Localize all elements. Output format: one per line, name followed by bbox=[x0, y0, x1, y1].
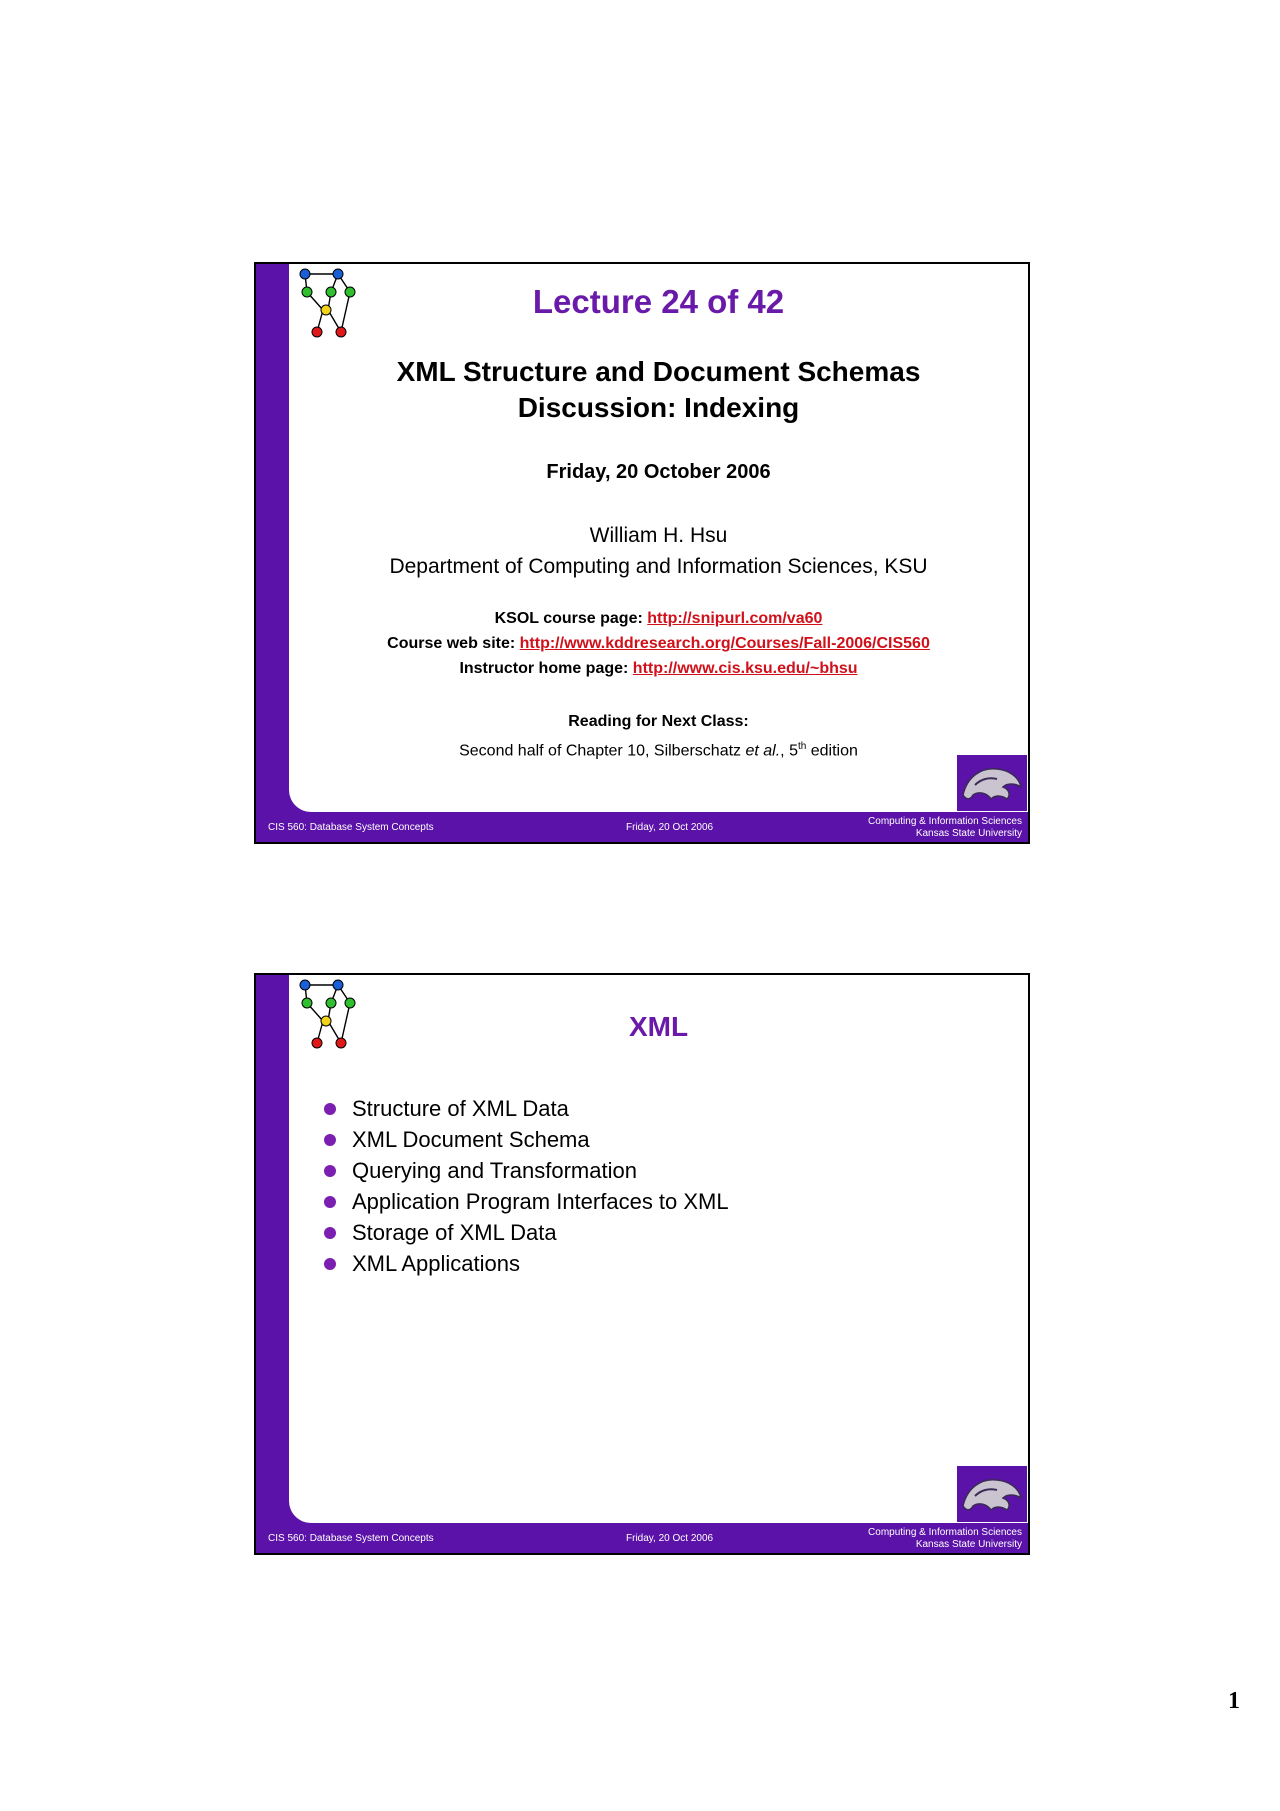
slide-lecture-title bbox=[254, 262, 1030, 844]
link-label: Instructor home page: bbox=[459, 660, 629, 677]
ksol-link[interactable]: http://snipurl.com/va60 bbox=[647, 610, 823, 627]
footer-institution-line: Computing & Information Sciences bbox=[868, 1527, 1022, 1538]
link-row bbox=[289, 656, 1028, 681]
lecture-subtitle bbox=[289, 354, 1028, 426]
footer-date: Friday, 20 Oct 2006 bbox=[626, 1533, 714, 1544]
link-label: KSOL course page: bbox=[494, 610, 643, 627]
list-item: Structure of XML Data bbox=[324, 1093, 729, 1124]
course-links bbox=[289, 606, 1028, 681]
reading-block bbox=[289, 709, 1028, 763]
subtitle-line: XML Structure and Document Schemas bbox=[396, 356, 921, 387]
list-item: Storage of XML Data bbox=[324, 1217, 729, 1248]
footer-institution bbox=[868, 816, 1022, 840]
footer-institution-line: Computing & Information Sciences bbox=[868, 816, 1022, 827]
footer-course: CIS 560: Database System Concepts bbox=[268, 1533, 434, 1544]
footer-institution bbox=[868, 1527, 1022, 1551]
reading-text-part: Second half of Chapter 10, Silberschatz bbox=[459, 742, 746, 760]
reading-superscript: th bbox=[797, 741, 807, 752]
slide-xml-overview bbox=[254, 973, 1030, 1555]
list-item: XML Document Schema bbox=[324, 1124, 729, 1155]
footer-date: Friday, 20 Oct 2006 bbox=[626, 822, 714, 833]
wildcat-crest-icon bbox=[957, 1466, 1027, 1522]
list-item: Querying and Transformation bbox=[324, 1155, 729, 1186]
reading-heading: Reading for Next Class: bbox=[568, 713, 749, 730]
link-row bbox=[289, 631, 1028, 656]
footer-institution-line: Kansas State University bbox=[915, 828, 1022, 839]
footer-institution-line: Kansas State University bbox=[915, 1539, 1022, 1550]
reading-italic: et al. bbox=[745, 742, 781, 760]
lecture-date: Friday, 20 October 2006 bbox=[546, 461, 771, 483]
page-number: 1 bbox=[1228, 1688, 1240, 1714]
slide-title: XML bbox=[628, 1011, 689, 1042]
list-item: Application Program Interfaces to XML bbox=[324, 1186, 729, 1217]
reading-text bbox=[289, 734, 1028, 763]
link-label: Course web site: bbox=[387, 635, 516, 652]
slide-title: Lecture 24 of 42 bbox=[532, 283, 785, 320]
reading-text-part: , 5 bbox=[780, 742, 798, 760]
author-name: William H. Hsu bbox=[589, 524, 728, 547]
author-department: Department of Computing and Information Sciences, KSU bbox=[389, 555, 928, 578]
course-website-link[interactable]: http://www.kddresearch.org/Courses/Fall-2006/CIS560 bbox=[519, 635, 930, 652]
bullet-list bbox=[324, 1093, 729, 1279]
wildcat-crest-icon bbox=[957, 755, 1027, 811]
link-row bbox=[289, 606, 1028, 631]
footer-course: CIS 560: Database System Concepts bbox=[268, 822, 434, 833]
subtitle-line: Discussion: Indexing bbox=[517, 392, 800, 423]
list-item: XML Applications bbox=[324, 1248, 729, 1279]
reading-text-part: edition bbox=[806, 742, 858, 760]
instructor-homepage-link[interactable]: http://www.cis.ksu.edu/~bhsu bbox=[632, 660, 858, 677]
author-block bbox=[289, 520, 1028, 582]
